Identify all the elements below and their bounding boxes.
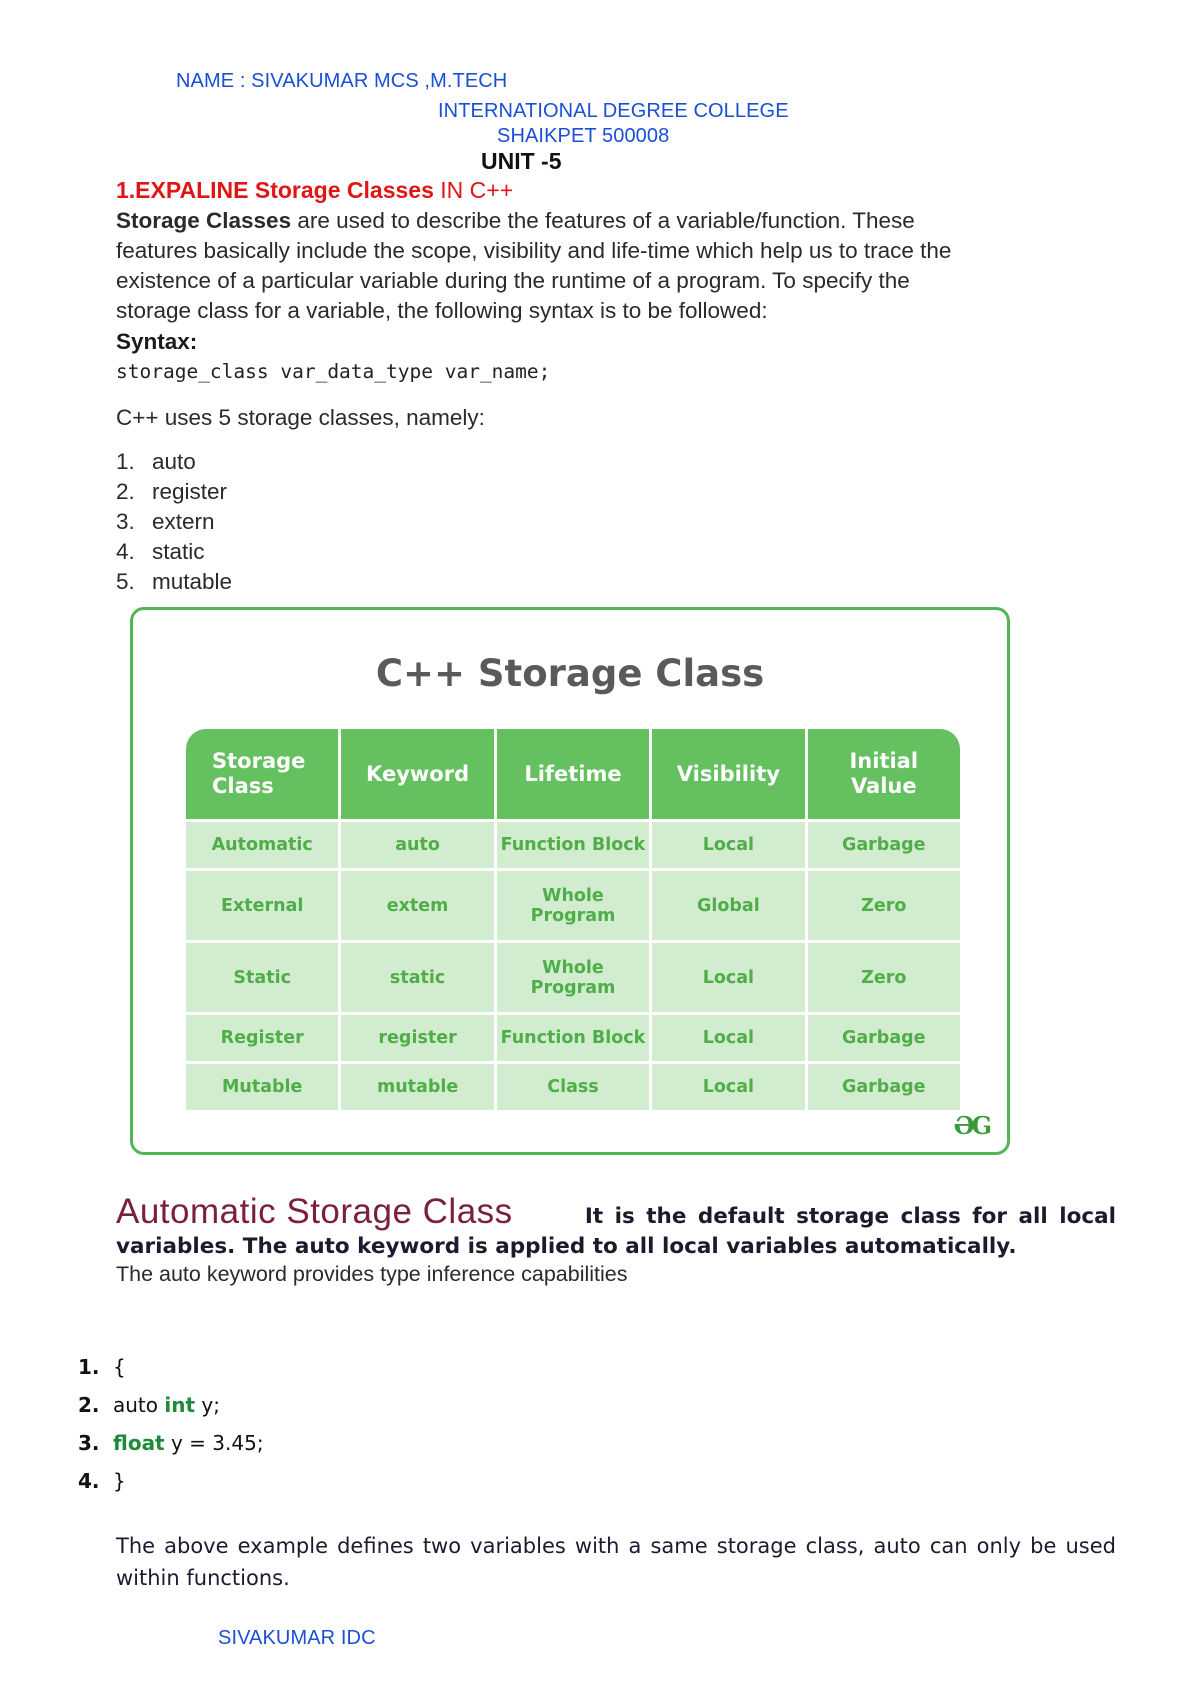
college-address: SHAIKPET 500008 [497, 125, 670, 147]
table-cell: Garbage [808, 1015, 960, 1061]
code-line: 4. } [78, 1469, 126, 1493]
table-cell: Local [652, 1015, 804, 1061]
column-header: Visibility [652, 729, 804, 819]
column-header: Initial Value [808, 729, 960, 819]
unit-heading: UNIT -5 [481, 148, 562, 174]
table-cell: Garbage [808, 822, 960, 868]
intro-line-3: existence of a particular variable during the runtime of a program. To specify the [116, 268, 910, 293]
list-item: 2. register [116, 479, 228, 504]
author-name-line: NAME : SIVAKUMAR MCS ,M.TECH [176, 70, 508, 92]
section-title [116, 177, 513, 204]
code-example [78, 1348, 264, 1500]
table-cell: Automatic [186, 822, 338, 868]
table-cell: mutable [341, 1064, 493, 1110]
table-cell: Class [497, 1064, 649, 1110]
table-cell: Whole Program [497, 871, 649, 940]
intro-line-1: are used to describe the features of a variable/function. These [291, 208, 915, 233]
column-header: Lifetime [497, 729, 649, 819]
table-cell: Whole Program [497, 943, 649, 1012]
table-cell: Function Block [497, 1015, 649, 1061]
list-item: 4. static [116, 539, 205, 564]
column-header: Storage Class [186, 729, 338, 819]
code-line: 3. float y = 3.45; [78, 1431, 264, 1455]
footer-signature: SIVAKUMAR IDC [218, 1627, 376, 1649]
college-name: INTERNATIONAL DEGREE COLLEGE [438, 100, 789, 122]
table-cell: Garbage [808, 1064, 960, 1110]
automatic-line-3: The auto keyword provides type inference capabilities [116, 1262, 628, 1286]
automatic-heading-tail: It is the default storage class for all local [584, 1204, 1116, 1229]
intro-line-2: features basically include the scope, visibility and life-time which help us to trace the [116, 238, 952, 263]
table-cell: Static [186, 943, 338, 1012]
table-row [186, 822, 960, 868]
syntax-code: storage_class var_data_type var_name; [116, 360, 551, 383]
section-title-rest: IN C++ [440, 177, 514, 203]
storage-class-list [116, 447, 232, 597]
intro-bold: Storage Classes [116, 208, 292, 233]
storage-class-infographic [130, 607, 1010, 1155]
table-cell: Local [652, 1064, 804, 1110]
table-cell: Mutable [186, 1064, 338, 1110]
automatic-heading: Automatic Storage Class [116, 1192, 513, 1231]
table-cell: Zero [808, 871, 960, 940]
column-header: Keyword [341, 729, 493, 819]
table-cell: static [341, 943, 493, 1012]
infographic-title: C++ Storage Class [375, 652, 765, 695]
table-cell: Global [652, 871, 804, 940]
table-row [186, 1064, 960, 1110]
intro-line-4: storage class for a variable, the following syntax is to be followed: [116, 298, 768, 323]
table-cell: auto [341, 822, 493, 868]
automatic-line-2: variables. The auto keyword is applied to all local variables automatically. [116, 1234, 1017, 1259]
table-row [186, 871, 960, 940]
list-item: 1. auto [116, 449, 196, 474]
code-line: 2. auto int y; [78, 1393, 220, 1417]
storage-class-table [183, 726, 963, 1113]
storage-classes-intro: C++ uses 5 storage classes, namely: [116, 405, 485, 430]
list-item: 5. mutable [116, 569, 233, 594]
table-cell: register [341, 1015, 493, 1061]
list-item: 3. extern [116, 509, 215, 534]
section-title-bold: 1.EXPALINE Storage Classes [116, 177, 441, 203]
syntax-label: Syntax: [116, 329, 198, 354]
table-cell: External [186, 871, 338, 940]
table-cell: Zero [808, 943, 960, 1012]
table-cell: Local [652, 822, 804, 868]
code-line: 1. { [78, 1355, 126, 1379]
intro-paragraph [116, 206, 1116, 326]
table-cell: Local [652, 943, 804, 1012]
table-header-row [186, 729, 960, 819]
table-cell: Register [186, 1015, 338, 1061]
gfg-logo: ƏG [953, 1111, 989, 1140]
table-cell: Function Block [497, 822, 649, 868]
table-cell: extem [341, 871, 493, 940]
table-row [186, 943, 960, 1012]
closing-paragraph: The above example defines two variables with a same storage class, auto can only be used within functions. [116, 1534, 1116, 1590]
table-row [186, 1015, 960, 1061]
automatic-section [116, 1192, 1116, 1289]
